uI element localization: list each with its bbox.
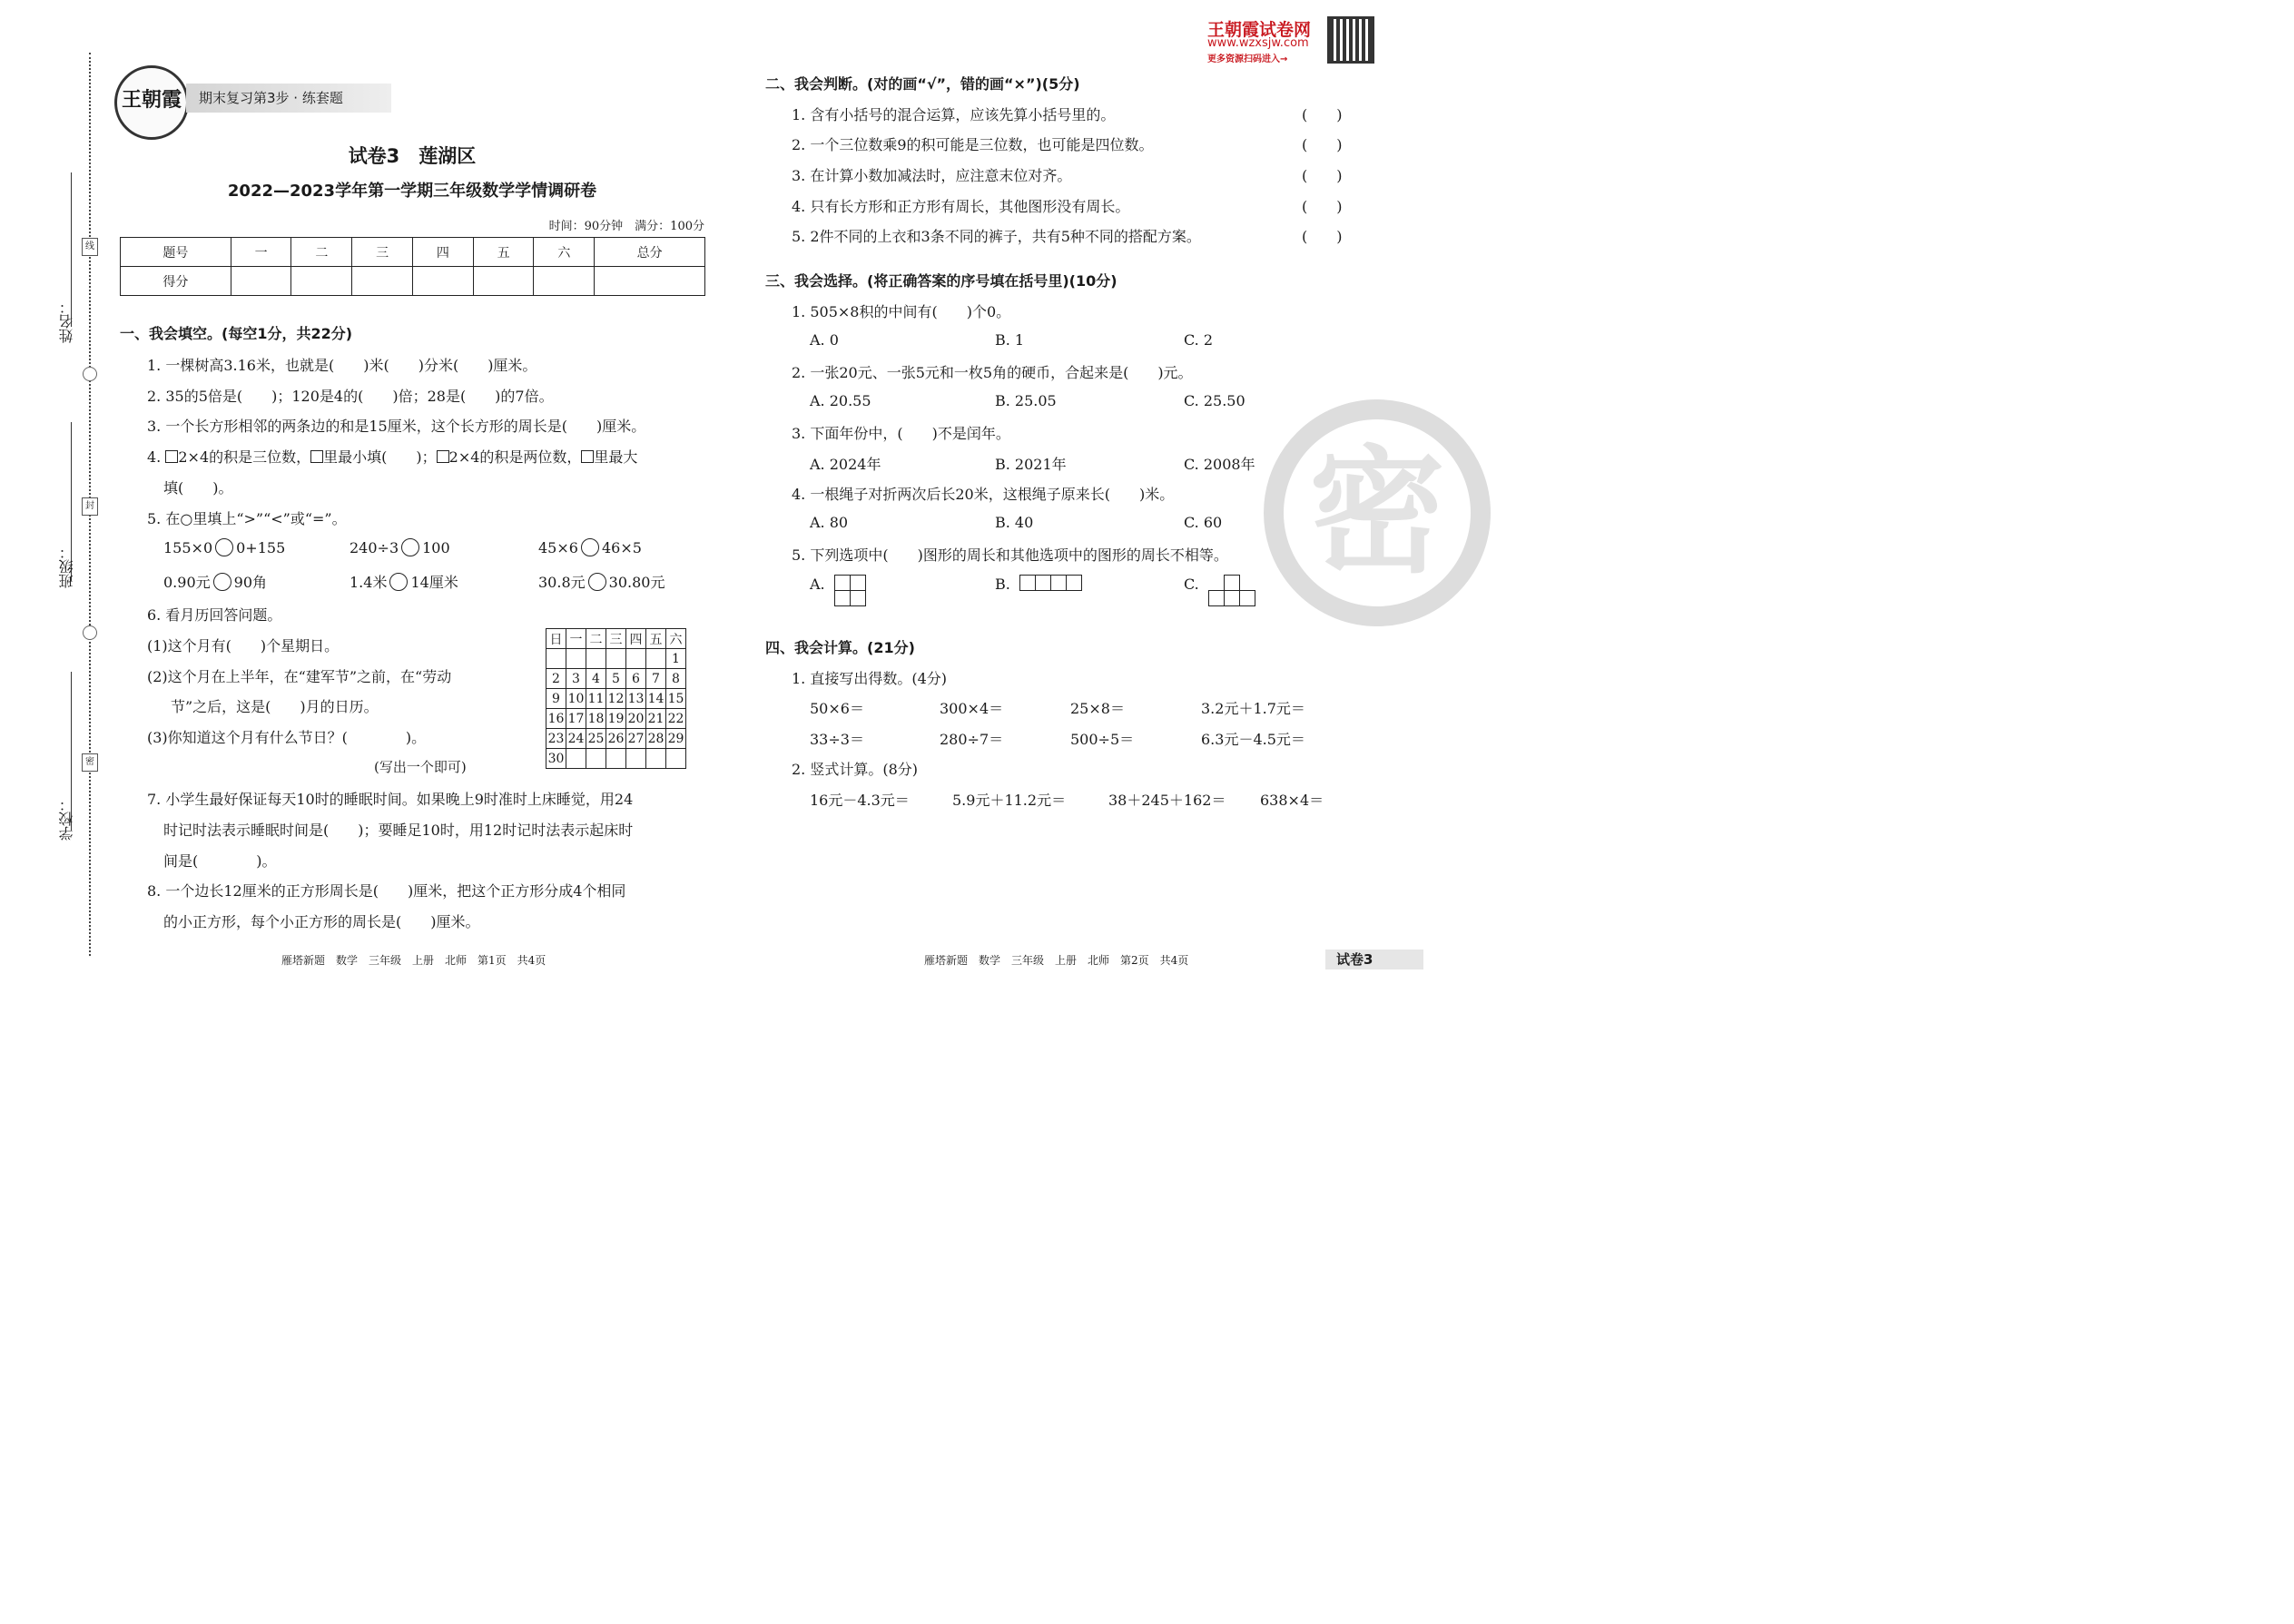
calendar-cell	[546, 649, 566, 669]
calendar-cell: 7	[646, 669, 666, 689]
time-info: 时间：90分钟 满分：100分	[548, 220, 704, 233]
answer-paren[interactable]: ( )	[1302, 228, 1343, 245]
calendar-cell: 9	[546, 689, 566, 709]
option: B. 1	[995, 331, 1025, 349]
school-label: 学校：	[58, 797, 75, 841]
score-cell[interactable]	[231, 267, 291, 296]
score-cell[interactable]	[291, 267, 352, 296]
calendar-head: 一	[566, 629, 586, 649]
calc-item: 5.9元＋11.2元＝	[952, 792, 1067, 809]
class-label: 班级：	[58, 545, 75, 588]
s1-q8: 8. 一个边长12厘米的正方形周长是( )厘米，把这个正方形分成4个相同	[147, 882, 626, 900]
calendar-cell: 4	[586, 669, 606, 689]
seal-xian: 线	[82, 238, 98, 256]
option: C. 60	[1184, 514, 1223, 531]
brand-url: www.wzxsjw.com	[1207, 36, 1309, 50]
option: A. 20.55	[810, 392, 871, 409]
calendar-cell	[586, 649, 606, 669]
score-cell[interactable]	[534, 267, 595, 296]
s1-q7: 7. 小学生最好保证每天10时的睡眠时间。如果晚上9时准时上床睡觉，用24	[147, 791, 634, 808]
answer-paren[interactable]: ( )	[1302, 198, 1343, 215]
calendar-cell	[586, 749, 606, 769]
s3-q1: 1. 505×8积的中间有( )个0。	[792, 303, 1011, 320]
shape-c	[1208, 575, 1255, 606]
s3-q4: 4. 一根绳子对折两次后长20米，这根绳子原来长( )米。	[792, 486, 1175, 503]
shape-a	[834, 575, 866, 606]
calendar-head: 四	[626, 629, 646, 649]
calc-item: 50×6＝	[810, 700, 864, 717]
calendar-cell	[646, 649, 666, 669]
s3-q3: 3. 下面年份中，( )不是闰年。	[792, 425, 1010, 442]
compare-item: 0.90元 90角	[163, 574, 268, 591]
calc-item: 500÷5＝	[1070, 731, 1135, 748]
s1-q3: 3. 一个长方形相邻的两条边的和是15厘米，这个长方形的周长是( )厘米。	[147, 418, 646, 435]
s1-q5: 5. 在○里填上“>”“<”或“=”。	[147, 510, 347, 527]
calendar-cell: 17	[566, 709, 586, 729]
review-banner: 期末复习第3步 · 练套题	[186, 84, 391, 113]
brand-logo: 王朝霞	[114, 65, 189, 140]
s3-q5: 5. 下列选项中( )图形的周长和其他选项中的图形的周长不相等。	[792, 546, 1228, 564]
section2-title: 二、我会判断。(对的画“√”，错的画“×”)(5分)	[765, 75, 1080, 93]
qr-code-icon	[1327, 16, 1374, 64]
calendar-cell: 28	[646, 729, 666, 749]
calendar-cell: 6	[626, 669, 646, 689]
score-header-cell: 二	[291, 238, 352, 267]
compare-circle[interactable]	[401, 538, 419, 556]
calendar-cell	[666, 749, 686, 769]
calc-item: 280÷7＝	[940, 731, 1004, 748]
calendar-cell: 2	[546, 669, 566, 689]
s1-q6-3: (3)你知道这个月有什么节日？( )。	[147, 729, 427, 746]
s2-item: 2. 一个三位数乘9的积可能是三位数，也可能是四位数。	[792, 136, 1154, 153]
shape-b	[1019, 575, 1082, 591]
calendar-cell: 25	[586, 729, 606, 749]
compare-item: 240÷3 100	[350, 539, 450, 556]
calc-item: 638×4＝	[1260, 792, 1324, 809]
s1-q6-2: (2)这个月在上半年，在“建军节”之前，在“劳动	[147, 668, 452, 685]
option: C. 2	[1184, 331, 1214, 349]
score-header-cell: 题号	[121, 238, 231, 267]
calendar-cell	[606, 749, 626, 769]
calendar-cell: 20	[626, 709, 646, 729]
calendar-cell: 16	[546, 709, 566, 729]
calendar-cell: 30	[546, 749, 566, 769]
calendar-cell	[626, 649, 646, 669]
calendar-cell: 21	[646, 709, 666, 729]
calendar-cell: 5	[606, 669, 626, 689]
score-header-cell: 五	[473, 238, 534, 267]
footer-right: 雁塔新题 数学 三年级 上册 北师 第2页 共4页	[924, 954, 1189, 967]
blank-square	[310, 450, 323, 463]
calendar-cell	[566, 749, 586, 769]
calendar-cell	[646, 749, 666, 769]
compare-circle[interactable]	[389, 573, 408, 591]
s1-q6: 6. 看月历回答问题。	[147, 606, 282, 624]
calendar-cell: 19	[606, 709, 626, 729]
option: A. 80	[810, 514, 849, 531]
compare-item: 155×0 0+155	[163, 539, 286, 556]
score-header-cell: 三	[352, 238, 413, 267]
s4-q2: 2. 竖式计算。(8分)	[792, 761, 919, 778]
blank-square	[581, 450, 594, 463]
option: C.	[1184, 576, 1199, 593]
s2-item: 1. 含有小括号的混合运算，应该先算小括号里的。	[792, 106, 1116, 123]
calendar-cell	[606, 649, 626, 669]
score-cell[interactable]	[595, 267, 705, 296]
s1-q7-cont2: 间是( )。	[163, 852, 277, 870]
score-header-cell: 总分	[595, 238, 705, 267]
score-header-cell: 一	[231, 238, 291, 267]
s3-q2: 2. 一张20元、一张5元和一枚5角的硬币，合起来是( )元。	[792, 364, 1193, 381]
calendar-cell: 23	[546, 729, 566, 749]
s1-q6-note: (写出一个即可)	[374, 759, 467, 775]
name-label: 姓名：	[58, 300, 75, 343]
calc-item: 6.3元－4.5元＝	[1201, 731, 1305, 748]
s1-q2: 2. 35的5倍是( )；120是4的( )倍；28是( )的7倍。	[147, 388, 554, 405]
option: B. 25.05	[995, 392, 1057, 409]
score-header-cell: 四	[412, 238, 473, 267]
calendar-cell: 1	[666, 649, 686, 669]
calc-item: 16元－4.3元＝	[810, 792, 910, 809]
option: B. 2021年	[995, 456, 1067, 473]
answer-paren[interactable]: ( )	[1302, 106, 1343, 123]
calendar-cell: 8	[666, 669, 686, 689]
answer-paren[interactable]: ( )	[1302, 167, 1343, 184]
option: A. 0	[810, 331, 839, 349]
s1-q7-cont: 时记时法表示睡眠时间是( )；要睡足10时，用12时记时法表示起床时	[163, 822, 634, 839]
calendar-cell: 10	[566, 689, 586, 709]
s1-q4-cont: 填( )。	[163, 479, 233, 497]
s1-q1: 1. 一棵树高3.16米，也就是( )米( )分米( )厘米。	[147, 357, 537, 374]
calendar-cell: 15	[666, 689, 686, 709]
binding-hole	[83, 367, 97, 381]
compare-circle[interactable]	[588, 573, 606, 591]
calendar-cell: 26	[606, 729, 626, 749]
s1-q4: 4. 2×4的积是三位数， 里最小填( )； 2×4的积是两位数， 里最大	[147, 448, 638, 466]
binding-hole	[83, 625, 97, 640]
calendar-head: 二	[586, 629, 606, 649]
compare-circle[interactable]	[213, 573, 231, 591]
s2-item: 3. 在计算小数加减法时，应注意末位对齐。	[792, 167, 1072, 184]
calendar-cell: 22	[666, 709, 686, 729]
option: B. 40	[995, 514, 1034, 531]
score-cell[interactable]	[352, 267, 413, 296]
option: B.	[995, 576, 1010, 593]
page-tag: 试卷3	[1325, 950, 1423, 969]
option: C. 25.50	[1184, 392, 1245, 409]
compare-item: 1.4米 14厘米	[350, 574, 458, 591]
compare-item: 45×6 46×5	[538, 539, 642, 556]
calc-item: 38＋245＋162＝	[1108, 792, 1226, 809]
s1-q6-1: (1)这个月有( )个星期日。	[147, 637, 340, 655]
answer-paren[interactable]: ( )	[1302, 136, 1343, 153]
compare-item: 30.8元 30.80元	[538, 574, 665, 591]
compare-circle[interactable]	[215, 538, 233, 556]
seal-feng: 封	[82, 497, 98, 516]
s1-q6-2-cont: 节”之后，这是( )月的日历。	[171, 698, 379, 715]
calendar-head: 三	[606, 629, 626, 649]
calendar-cell: 14	[646, 689, 666, 709]
blank-square	[165, 450, 178, 463]
calendar-cell	[626, 749, 646, 769]
section3-title: 三、我会选择。(将正确答案的序号填在括号里)(10分)	[765, 272, 1117, 290]
brand-sub: 更多资源扫码进入→	[1207, 54, 1288, 64]
brand-name: 王朝霞试卷网	[1207, 20, 1312, 40]
score-row-label: 得分	[121, 267, 231, 296]
calendar-cell: 12	[606, 689, 626, 709]
s4-q1: 1. 直接写出得数。(4分)	[792, 670, 948, 687]
score-header-cell: 六	[534, 238, 595, 267]
calc-item: 3.2元＋1.7元＝	[1201, 700, 1305, 717]
calendar-table	[546, 628, 686, 769]
score-cell[interactable]	[412, 267, 473, 296]
watermark-seal: 密	[1264, 399, 1491, 626]
option: A.	[810, 576, 825, 593]
score-table	[120, 237, 705, 296]
calendar-cell: 3	[566, 669, 586, 689]
score-cell[interactable]	[473, 267, 534, 296]
calc-item: 300×4＝	[940, 700, 1004, 717]
s2-item: 4. 只有长方形和正方形有周长，其他图形没有周长。	[792, 198, 1130, 215]
s2-item: 5. 2件不同的上衣和3条不同的裤子，共有5种不同的搭配方案。	[792, 228, 1201, 245]
option: C. 2008年	[1184, 456, 1255, 473]
calendar-head: 六	[666, 629, 686, 649]
paper-title: 试卷3 莲湖区	[348, 145, 477, 167]
calendar-cell: 13	[626, 689, 646, 709]
calendar-cell: 24	[566, 729, 586, 749]
calendar-cell: 18	[586, 709, 606, 729]
calc-item: 25×8＝	[1070, 700, 1125, 717]
calendar-cell: 29	[666, 729, 686, 749]
seal-mi: 密	[82, 753, 98, 772]
calendar-cell	[566, 649, 586, 669]
calendar-cell: 11	[586, 689, 606, 709]
calendar-head: 日	[546, 629, 566, 649]
footer-left: 雁塔新题 数学 三年级 上册 北师 第1页 共4页	[281, 954, 546, 967]
calendar-cell: 27	[626, 729, 646, 749]
blank-square	[437, 450, 449, 463]
section4-title: 四、我会计算。(21分)	[765, 639, 915, 656]
paper-subtitle: 2022—2023学年第一学期三年级数学学情调研卷	[227, 182, 597, 201]
section1-title: 一、我会填空。(每空1分，共22分)	[120, 325, 353, 342]
option: A. 2024年	[810, 456, 881, 473]
calc-item: 33÷3＝	[810, 731, 864, 748]
s1-q8-cont: 的小正方形，每个小正方形的周长是( )厘米。	[163, 913, 480, 930]
calendar-head: 五	[646, 629, 666, 649]
compare-circle[interactable]	[581, 538, 599, 556]
